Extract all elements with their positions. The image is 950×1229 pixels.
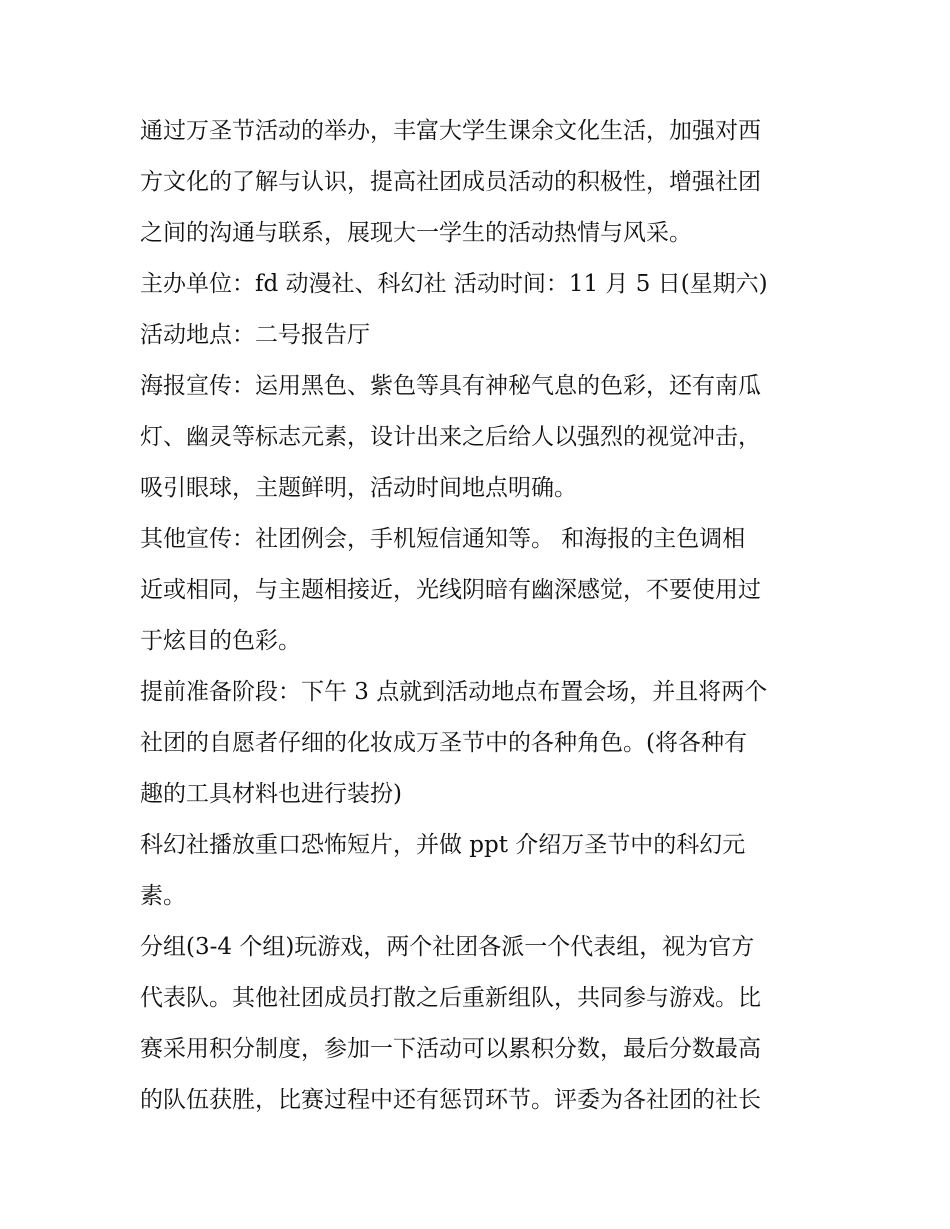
text-line: 灯、幽灵等标志元素，设计出来之后给人以强烈的视觉冲击， bbox=[140, 424, 761, 450]
text-line: 代表队。其他社团成员打散之后重新组队，共同参与游戏。比 bbox=[140, 985, 761, 1011]
text-line: 赛采用积分制度，参加一下活动可以累积分数，最后分数最高 bbox=[140, 1036, 761, 1062]
text-line: 吸引眼球，主题鲜明，活动时间地点明确。 bbox=[140, 475, 577, 501]
text-line: 方文化的了解与认识，提高社团成员活动的积极性，增强社团 bbox=[140, 169, 761, 195]
document-body bbox=[140, 106, 820, 1126]
text-line: 海报宣传：运用黑色、紫色等具有神秘气息的色彩，还有南瓜 bbox=[140, 373, 761, 399]
text-line: 提前准备阶段：下午 3 点就到活动地点布置会场，并且将两个 bbox=[140, 679, 768, 705]
text-line: 通过万圣节活动的举办，丰富大学生课余文化生活，加强对西 bbox=[140, 118, 761, 144]
text-line: 分组(3-4 个组)玩游戏，两个社团各派一个代表组，视为官方 bbox=[140, 934, 755, 960]
text-line: 主办单位：fd 动漫社、科幻社 活动时间：11 月 5 日(星期六) bbox=[140, 271, 768, 297]
text-line: 于炫目的色彩。 bbox=[140, 628, 301, 654]
text-line: 近或相同，与主题相接近，光线阴暗有幽深感觉，不要使用过 bbox=[140, 577, 761, 603]
text-line: 社团的自愿者仔细的化妆成万圣节中的各种角色。(将各种有 bbox=[140, 730, 747, 756]
text-line: 科幻社播放重口恐怖短片，并做 ppt 介绍万圣节中的科幻元 bbox=[140, 832, 746, 858]
text-line: 素。 bbox=[140, 883, 186, 909]
text-line: 之间的沟通与联系，展现大一学生的活动热情与风采。 bbox=[140, 220, 692, 246]
text-line: 的队伍获胜，比赛过程中还有惩罚环节。评委为各社团的社长 bbox=[140, 1087, 761, 1113]
text-line: 其他宣传：社团例会，手机短信通知等。 和海报的主色调相 bbox=[140, 526, 746, 552]
text-line: 趣的工具材料也进行装扮) bbox=[140, 781, 402, 807]
text-line: 活动地点：二号报告厅 bbox=[140, 322, 370, 348]
